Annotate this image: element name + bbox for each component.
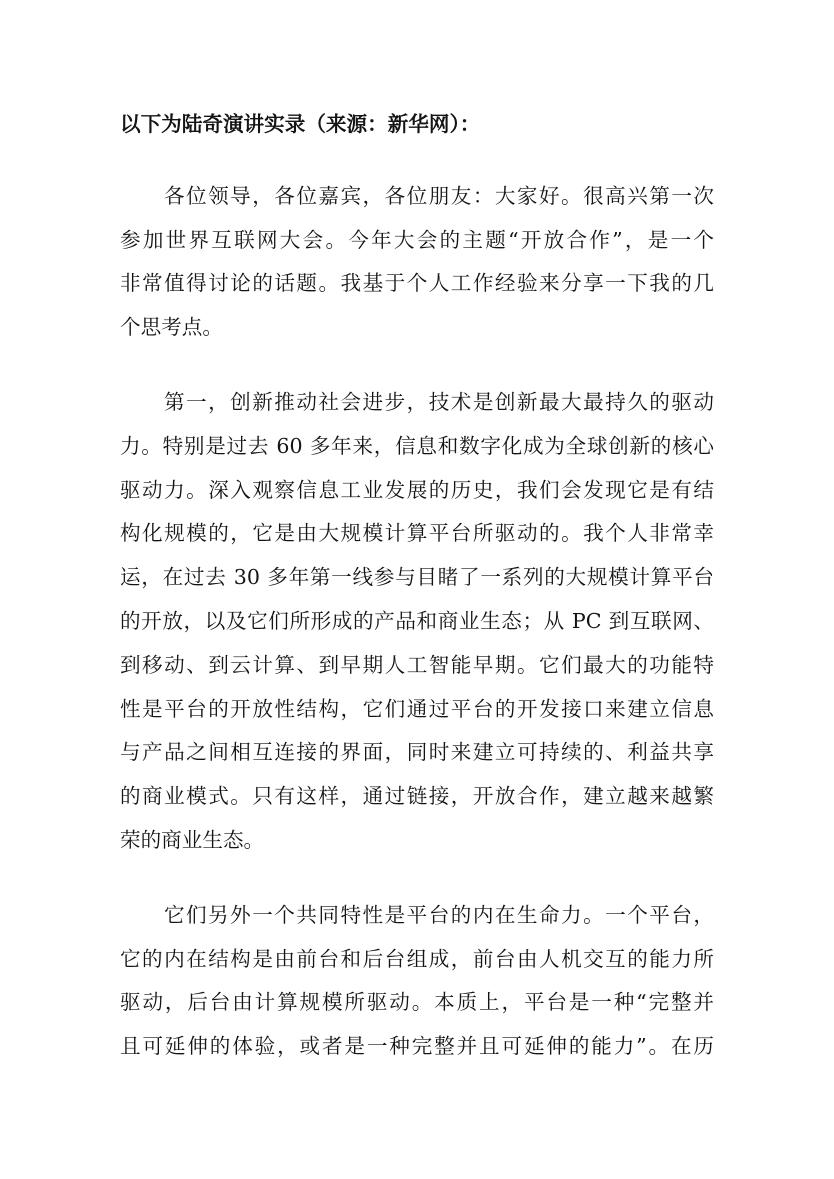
paragraph-1	[120, 175, 714, 350]
paragraph-line: 它们另外一个共同特性是平台的内在生命力。一个平台，	[164, 902, 714, 927]
paragraph-line: 它的内在结构是由前台和后台组成，前台由人机交互的能力所	[120, 946, 714, 971]
paragraph-line: 力。特别是过去 60 多年来，信息和数字化成为全球创新的核心	[120, 433, 714, 458]
paragraph-line: 性是平台的开放性结构，它们通过平台的开发接口来建立信息	[120, 696, 714, 721]
document-body	[120, 103, 714, 1069]
paragraph-line: 个思考点。	[120, 315, 223, 340]
paragraph-3	[120, 894, 714, 1069]
paragraph-2	[120, 381, 714, 863]
paragraph-line: 各位领导，各位嘉宾，各位朋友：大家好。很高兴第一次	[164, 183, 714, 208]
paragraph-line: 驱动力。深入观察信息工业发展的历史，我们会发现它是有结	[120, 477, 714, 502]
paragraph-line: 与产品之间相互连接的界面，同时来建立可持续的、利益共享	[120, 740, 714, 765]
paragraph-line: 第一，创新推动社会进步，技术是创新最大最持久的驱动	[164, 389, 714, 414]
paragraph-line: 运，在过去 30 多年第一线参与目睹了一系列的大规模计算平台	[120, 565, 714, 590]
page-title: 以下为陆奇演讲实录（来源：新华网）：	[120, 112, 481, 136]
paragraph-line: 到移动、到云计算、到早期人工智能早期。它们最大的功能特	[120, 652, 714, 677]
paragraph-line: 参加世界互联网大会。今年大会的主题“开放合作”，是一个	[120, 227, 714, 252]
paragraph-line: 荣的商业生态。	[120, 827, 265, 852]
paragraph-line: 构化规模的，它是由大规模计算平台所驱动的。我个人非常幸	[120, 521, 714, 546]
paragraph-line: 非常值得讨论的话题。我基于个人工作经验来分享一下我的几	[120, 271, 714, 296]
paragraph-line: 的商业模式。只有这样，通过链接，开放合作，建立越来越繁	[120, 784, 714, 809]
paragraph-line: 驱动，后台由计算规模所驱动。本质上，平台是一种“完整并	[120, 990, 714, 1015]
paragraph-line: 的开放，以及它们所形成的产品和商业生态；从 PC 到互联网、	[120, 608, 714, 633]
paragraph-line: 且可延伸的体验，或者是一种完整并且可延伸的能力”。在历	[120, 1034, 714, 1059]
